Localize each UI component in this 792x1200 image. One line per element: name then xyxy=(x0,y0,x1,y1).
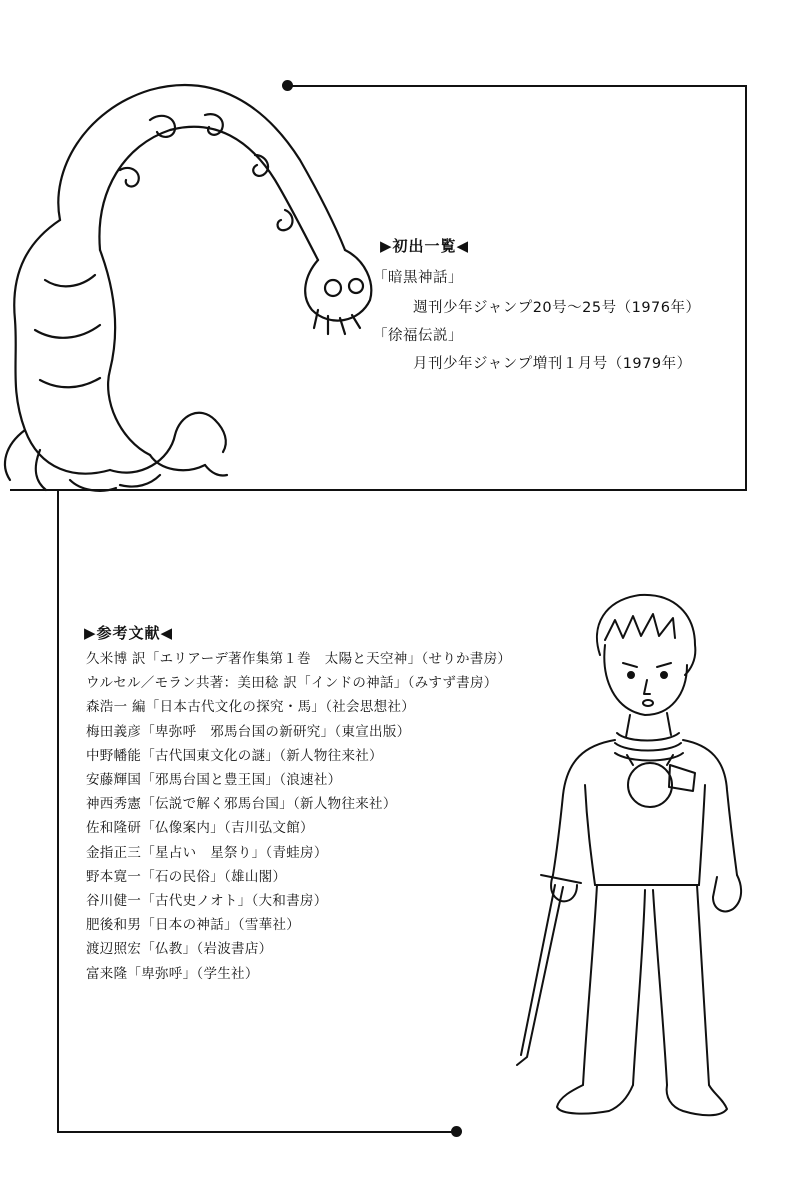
reference-item: 梅田義彦「卑弥呼 邪馬台国の新研究」（東宣出版） xyxy=(86,723,411,740)
reference-item: 佐和隆研「仏像案内」（吉川弘文館） xyxy=(86,820,314,837)
reference-item: 肥後和男「日本の神話」（雪華社） xyxy=(86,917,301,934)
reference-item: 森浩一 編「日本古代文化の探究・馬」（社会思想社） xyxy=(86,699,416,716)
reference-item: ウルセル／モラン共著：美田稔 訳「インドの神話」（みすず書房） xyxy=(86,675,498,692)
reference-item: 富来隆「卑弥呼」（学生社） xyxy=(86,965,259,982)
reference-item: 谷川健一「古代史ノオト」（大和書房） xyxy=(86,893,328,910)
references-list xyxy=(86,647,511,986)
frame-bottom-left-line xyxy=(57,491,59,1133)
first-appearance-detail-2: 月刊少年ジャンプ増刊１月号（1979年） xyxy=(413,356,692,372)
reference-item: 渡辺照宏「仏教」（岩波書店） xyxy=(86,941,273,958)
first-appearance-title-1: 「暗黒神話」 xyxy=(373,270,463,286)
reference-item: 金指正三「星占い 星祭り」（青蛙房） xyxy=(86,844,328,861)
reference-item: 安藤輝国「邪馬台国と豊王国」（浪速社） xyxy=(86,772,342,789)
first-appearance-title-2: 「徐福伝説」 xyxy=(373,328,463,344)
first-appearance-detail-1: 週刊少年ジャンプ20号～25号（1976年） xyxy=(413,300,701,316)
references-heading: ▶参考文献◀ xyxy=(84,624,174,642)
reference-item: 神西秀憲「伝説で解く邪馬台国」（新人物往来社） xyxy=(86,796,397,813)
boy-with-sword-illustration xyxy=(505,585,745,1145)
frame-bottom-dot xyxy=(451,1126,462,1137)
frame-top-right-line xyxy=(745,85,747,491)
reference-item: 野本寛一「石の民俗」（雄山閣） xyxy=(86,868,287,885)
first-appearance-heading: ▶初出一覧◀ xyxy=(380,237,470,255)
frame-bottom-line xyxy=(57,1131,457,1133)
reference-item: 中野幡能「古代国東文化の謎」（新人物往来社） xyxy=(86,747,383,764)
reference-item: 久米博 訳「エリアーデ著作集第１巻 太陽と天空神」（せりか書房） xyxy=(86,651,512,667)
serpent-creature-illustration xyxy=(0,60,380,530)
